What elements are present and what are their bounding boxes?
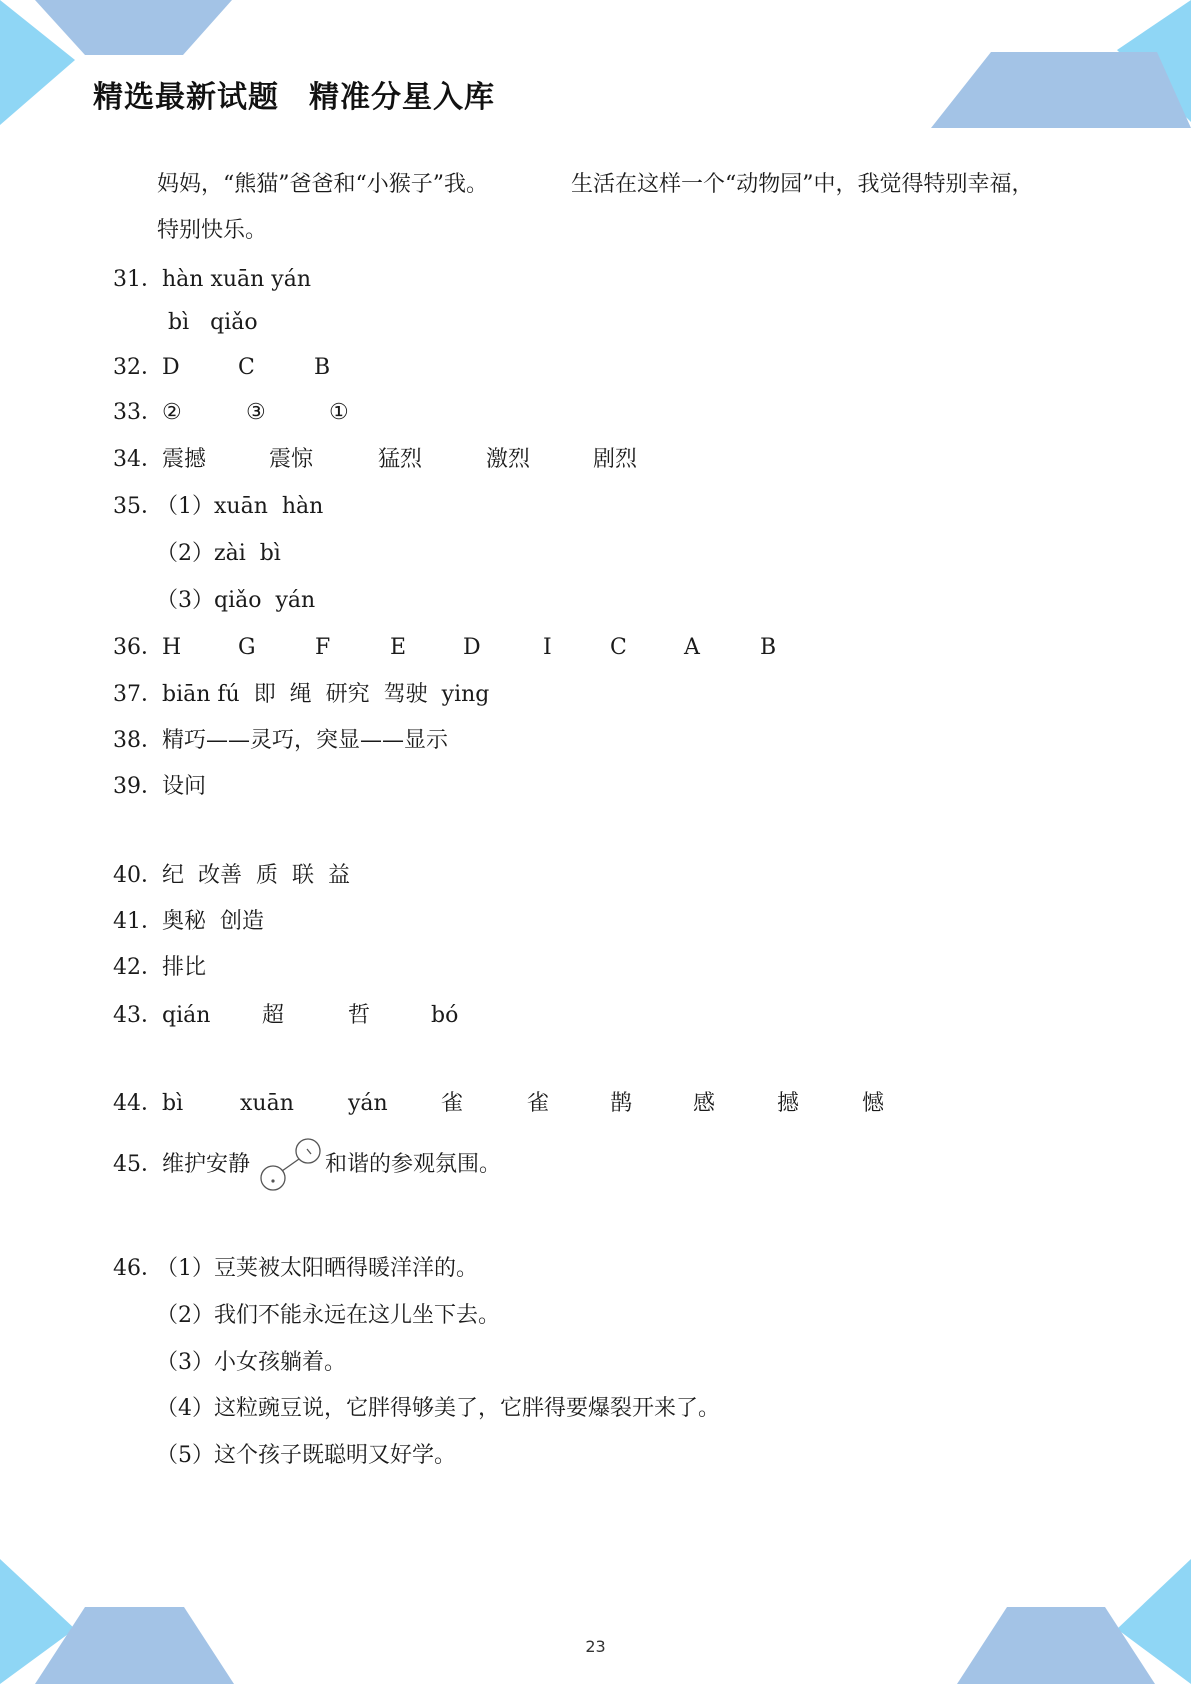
question-number: 31． (113, 267, 163, 292)
question-number: 42． (113, 955, 163, 980)
answer-text: 排比 (162, 955, 207, 980)
answer-item: ① (329, 400, 349, 425)
top-right-decoration (931, 0, 1191, 140)
answer-item: （1）xuān hàn (156, 494, 324, 519)
answer-item: bì (162, 1091, 184, 1116)
answer-text: 纪 改善 质 联 益 (162, 863, 350, 888)
question-46-item-2: （2）我们不能永远在这儿坐下去。 (156, 1303, 500, 1328)
answer-item: yán (348, 1091, 388, 1116)
header-title-right: 精准分星入库 (309, 80, 495, 115)
answer-item: 震惊 (269, 447, 314, 472)
answer-text: 奥秘 创造 (162, 909, 264, 934)
answer-item: C (610, 635, 627, 660)
answer-item: G (238, 635, 256, 660)
answer-item: F (315, 635, 331, 660)
question-number: 46． (113, 1256, 163, 1281)
answer-text: hàn xuān yán (162, 267, 312, 292)
question-number: 37． (113, 682, 163, 707)
doodle-link (282, 1159, 299, 1171)
page-number: 23 (585, 1637, 606, 1656)
answer-item: 鹊 (610, 1091, 633, 1116)
answer-item: xuān (240, 1091, 294, 1116)
answer-item: 哲 (348, 1003, 371, 1028)
answer-item: B (760, 635, 777, 660)
top-left-trapezoid (35, 0, 232, 55)
question-46-item-3: （3）小女孩躺着。 (156, 1350, 346, 1375)
intro-line-1b: 生活在这样一个“动物园”中，我觉得特别幸福， (571, 172, 1034, 197)
answer-item: ③ (246, 400, 266, 425)
answer-text: 精巧——灵巧，突显——显示 (162, 728, 449, 753)
answer-item: 撼 (777, 1091, 800, 1116)
question-number: 43． (113, 1003, 163, 1028)
question-31-line-2: bì qiǎo (168, 310, 258, 335)
answer-item: 激烈 (486, 447, 531, 472)
answer-item: A (684, 635, 700, 660)
answer-item: I (543, 635, 552, 660)
question-number: 39． (113, 774, 163, 799)
answer-text-after: 和谐的参观氛围。 (325, 1152, 502, 1177)
answer-item: D (162, 355, 180, 380)
answer-item: 雀 (527, 1091, 550, 1116)
doodle-dot-lower (271, 1179, 274, 1182)
answer-item: bó (431, 1003, 459, 1028)
top-right-trapezoid (931, 52, 1191, 128)
question-number: 35． (113, 494, 163, 519)
bottom-left-decoration (0, 1544, 260, 1684)
question-number: 44． (113, 1091, 163, 1116)
question-number: 34． (113, 447, 163, 472)
doodle-circle-lower (261, 1166, 285, 1190)
question-35-item-3: （3）qiǎo yán (156, 588, 316, 613)
answer-item: 猛烈 (378, 447, 423, 472)
question-46-item-5: （5）这个孩子既聪明又好学。 (156, 1443, 456, 1468)
answer-item: 超 (262, 1003, 285, 1028)
answer-item: B (314, 355, 331, 380)
answer-item: 震撼 (162, 447, 207, 472)
question-number: 40． (113, 863, 163, 888)
question-46-item-4: （4）这粒豌豆说，它胖得够美了，它胖得要爆裂开来了。 (156, 1396, 720, 1421)
question-number: 45． (113, 1152, 163, 1177)
question-number: 36． (113, 635, 163, 660)
intro-line-2: 特别快乐。 (157, 218, 268, 243)
question-35-item-2: （2）zài bì (156, 541, 281, 566)
question-number: 32． (113, 355, 163, 380)
header-title-left: 精选最新试题 (93, 80, 279, 115)
top-left-decoration (0, 0, 260, 140)
doodle-mark-upper (307, 1149, 311, 1154)
answer-item: 雀 (441, 1091, 464, 1116)
intro-line-1a: 妈妈，“熊猫”爸爸和“小猴子”我。 (157, 172, 488, 197)
question-number: 38． (113, 728, 163, 753)
answer-item: 憾 (862, 1091, 885, 1116)
answer-item: （1）豆荚被太阳晒得暖洋洋的。 (156, 1256, 478, 1281)
bottom-right-decoration (931, 1544, 1191, 1684)
answer-item: 感 (693, 1091, 716, 1116)
answer-item: C (238, 355, 255, 380)
answer-text: 设问 (162, 774, 207, 799)
question-number: 41． (113, 909, 163, 934)
page-header-title (93, 72, 495, 116)
answer-item: 剧烈 (593, 447, 638, 472)
answer-item: H (162, 635, 182, 660)
answer-item: D (463, 635, 481, 660)
question-number: 33． (113, 400, 163, 425)
answer-item: ② (162, 400, 182, 425)
answer-text: biān fú 即 绳 研究 驾驶 ying (162, 682, 490, 707)
connector-doodle-icon (258, 1136, 328, 1196)
answer-text-before: 维护安静 (162, 1152, 251, 1177)
answer-item: qián (162, 1003, 211, 1028)
answer-item: E (390, 635, 407, 660)
